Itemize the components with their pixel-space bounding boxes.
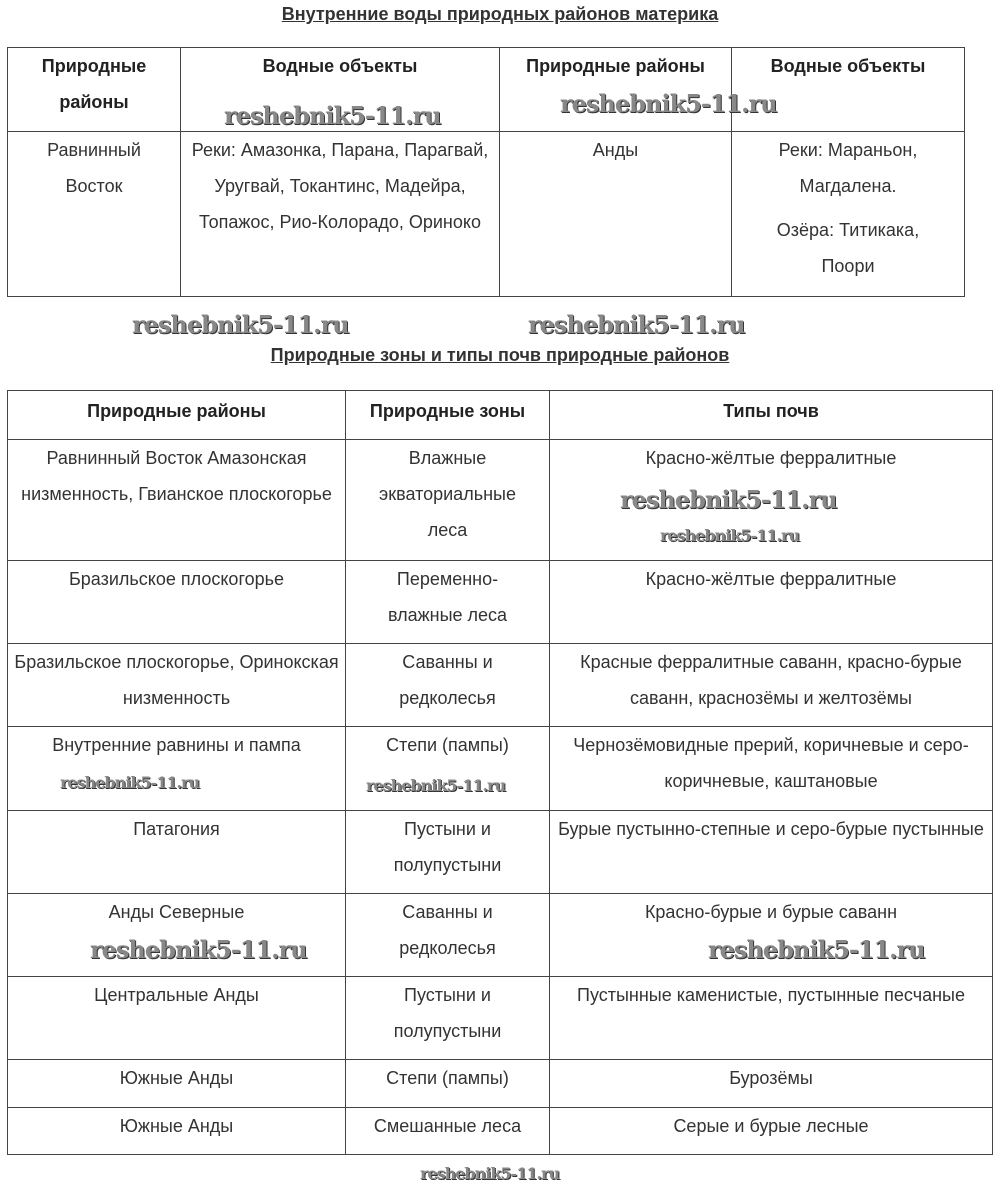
title-text: Внутренние воды природных районов материка xyxy=(281,4,719,24)
watermark: reshebnik5-11.ru xyxy=(90,935,307,964)
cell-water xyxy=(732,132,965,297)
cell-soil: Серые и бурые лесные xyxy=(550,1108,993,1155)
rivers-text: Реки: Мараньон, Магдалена. xyxy=(778,140,918,196)
cell-region: Равнинный Восток Амазонская низменность, Гвианское плоскогорье xyxy=(8,440,346,561)
title-zones-soils xyxy=(0,345,1000,366)
cell-soil: Красно-жёлтые ферралитные xyxy=(550,561,993,644)
zones-soils-table xyxy=(7,390,993,1155)
header-region: Природные районы xyxy=(8,391,346,440)
cell-soil: Пустынные каменистые, пустынные песчаные xyxy=(550,977,993,1060)
table-row xyxy=(8,561,993,644)
watermark: reshebnik5-11.ru xyxy=(224,101,441,130)
cell-region: Патагония xyxy=(8,811,346,894)
title-text: Природные зоны и типы почв природные районов xyxy=(270,345,730,365)
cell-soil: Красно-жёлтые ферралитные xyxy=(550,440,993,561)
header-water: Водные объекты xyxy=(732,48,965,132)
cell-zone: Смешанные леса xyxy=(346,1108,550,1155)
cell-soil: Бурозёмы xyxy=(550,1060,993,1108)
table-row xyxy=(8,644,993,727)
watermark: reshebnik5-11.ru xyxy=(708,935,925,964)
header-zone: Природные зоны xyxy=(346,391,550,440)
watermark: reshebnik5-11.ru xyxy=(620,485,837,514)
cell-region: Внутренние равнины и пампа xyxy=(8,727,346,811)
cell-soil: Красные ферралитные саванн, красно-бурые саванн, краснозёмы и желтозёмы xyxy=(550,644,993,727)
region-text: Равнинный Восток xyxy=(47,140,141,196)
cell-zone: Пустыни и полупустыни xyxy=(346,977,550,1060)
inland-waters-table xyxy=(7,47,965,297)
cell-region: Анды xyxy=(500,132,732,297)
table-row xyxy=(8,1108,993,1155)
lakes-text: Озёра: Титикака, Поори xyxy=(776,220,920,276)
watermark: reshebnik5-11.ru xyxy=(366,776,506,795)
cell-region: Южные Анды xyxy=(8,1108,346,1155)
cell-zone: Степи (пампы) xyxy=(346,1060,550,1108)
watermark: reshebnik5-11.ru xyxy=(420,1164,560,1183)
watermark: reshebnik5-11.ru xyxy=(60,773,200,792)
table-row xyxy=(8,440,993,561)
cell-region: Центральные Анды xyxy=(8,977,346,1060)
cell-soil: Чернозёмовидные прерий, коричневые и серо-коричневые, каштановые xyxy=(550,727,993,811)
cell-soil: Красно-бурые и бурые саванн xyxy=(550,894,993,977)
cell-region: Южные Анды xyxy=(8,1060,346,1108)
watermark: reshebnik5-11.ru xyxy=(528,310,745,339)
cell-zone: Пустыни и полупустыни xyxy=(346,811,550,894)
title-inland-waters xyxy=(0,4,1000,25)
cell-zone: Влажные экваториальные леса xyxy=(346,440,550,561)
table-row xyxy=(8,727,993,811)
watermark: reshebnik5-11.ru xyxy=(560,89,777,118)
header-region: Природные районы xyxy=(8,48,181,132)
header-water: Водные объекты xyxy=(181,48,500,132)
cell-region: Бразильское плоскогорье, Оринокская низменность xyxy=(8,644,346,727)
cell-zone: Саванны и редколесья xyxy=(346,894,550,977)
table-row xyxy=(8,811,993,894)
cell-region xyxy=(8,132,181,297)
cell-zone: Переменно-влажные леса xyxy=(346,561,550,644)
table-row xyxy=(8,894,993,977)
cell-zone: Степи (пампы) xyxy=(346,727,550,811)
cell-region: Бразильское плоскогорье xyxy=(8,561,346,644)
watermark: reshebnik5-11.ru xyxy=(132,310,349,339)
watermark: reshebnik5-11.ru xyxy=(660,526,800,545)
table-row xyxy=(8,977,993,1060)
cell-soil: Бурые пустынно-степные и серо-бурые пустынные xyxy=(550,811,993,894)
cell-region: Анды Северные xyxy=(8,894,346,977)
cell-zone: Саванны и редколесья xyxy=(346,644,550,727)
header-region: Природные районы xyxy=(500,48,732,132)
cell-water: Реки: Амазонка, Парана, Парагвай, Уругвай, Токантинс, Мадейра, Топажос, Рио-Колорадо, Ориноко xyxy=(181,132,500,297)
header-soil: Типы почв xyxy=(550,391,993,440)
table-row xyxy=(8,1060,993,1108)
